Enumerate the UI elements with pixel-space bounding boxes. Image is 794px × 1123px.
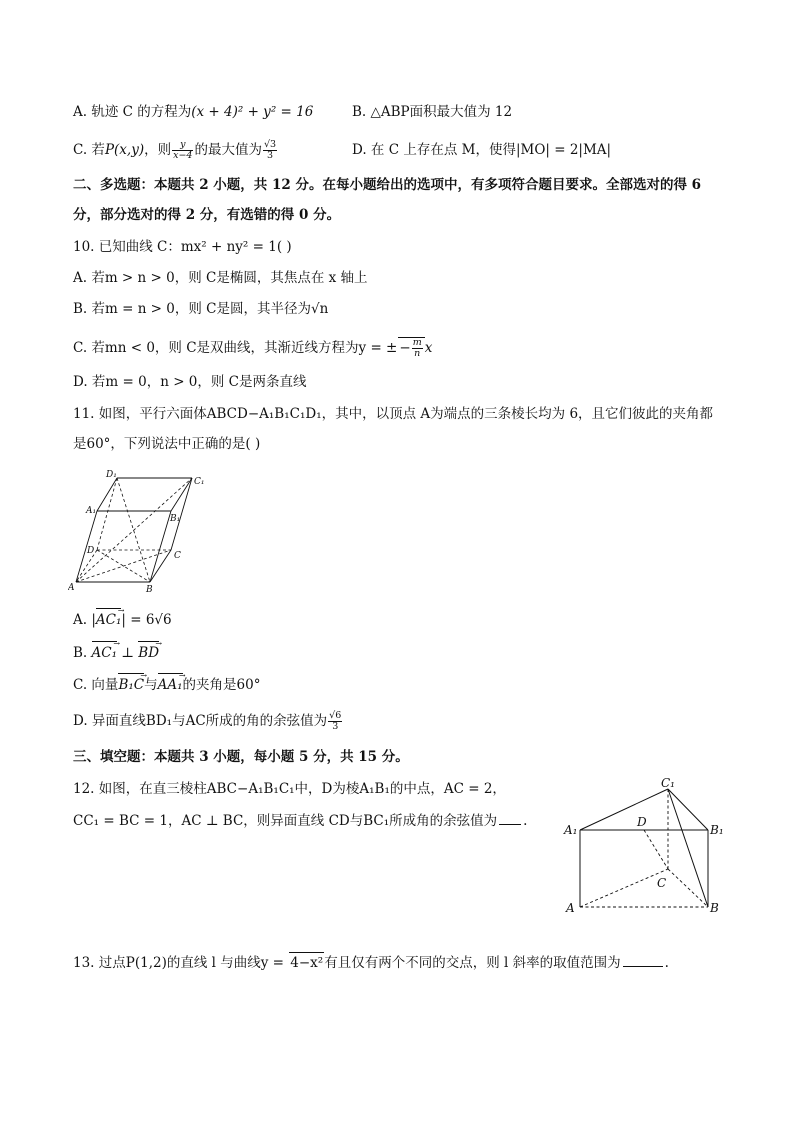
fraction-numerator: m xyxy=(412,337,422,348)
parallelepiped-figure xyxy=(68,466,218,594)
fraction-numerator: √3 xyxy=(263,139,277,150)
label-c1: C₁ xyxy=(661,776,675,790)
q13-post: 有且仅有两个不同的交点，则 l 斜率的取值范围为 xyxy=(324,955,621,971)
q9-option-c-value xyxy=(263,140,277,161)
label-b: B xyxy=(710,901,719,915)
fraction-denominator: x−4 xyxy=(173,150,193,161)
label-b: B xyxy=(146,585,153,594)
q9-option-c xyxy=(73,140,278,161)
q11-option-d xyxy=(73,711,343,732)
q9-option-c-mid: ，则 xyxy=(144,142,172,158)
q13-text xyxy=(73,952,669,973)
q9-option-a xyxy=(73,102,313,122)
q13-pre: 13. 过点P(1,2)的直线 l 与曲线y = xyxy=(73,955,289,971)
fraction-denominator: n xyxy=(414,348,421,359)
perpendicular-sign: ⊥ xyxy=(117,645,139,661)
label-c: C xyxy=(657,876,667,890)
label-d: D xyxy=(87,546,95,556)
answer-blank[interactable] xyxy=(623,966,663,967)
q10-option-c xyxy=(73,337,432,359)
section2-heading-line1: 二、多选题：本题共 2 小题，共 12 分。在每小题给出的选项中，有多项符合题目要求。全部选对的得 6 xyxy=(73,177,702,193)
q9-option-c-label: C. 若 xyxy=(73,142,105,158)
q13-root: 4−x² xyxy=(289,952,324,973)
label-a: A xyxy=(566,901,575,915)
section2-heading-line2: 分，部分选对的得 2 分，有选错的得 0 分。 xyxy=(73,207,341,223)
vector-bd: BD → xyxy=(138,643,159,663)
q11-option-c xyxy=(73,675,260,695)
root-sign: − xyxy=(399,340,411,356)
label-c: C xyxy=(174,551,181,561)
answer-blank[interactable] xyxy=(499,824,521,825)
q10-option-c-root xyxy=(398,337,424,359)
vector-b1c: B₁C → xyxy=(118,675,144,695)
label-d: D xyxy=(637,815,647,829)
q9-option-c-tail: 的最大值为 xyxy=(194,142,262,158)
q11-option-c-pre: C. 向量 xyxy=(73,677,119,693)
q10-option-b: B. 若m = n > 0，则 C是圆，其半径为√n xyxy=(73,301,329,317)
q9-option-b: B. △ABP面积最大值为 12 xyxy=(352,104,513,120)
q13-end: . xyxy=(664,955,669,971)
q10-option-c-x: x xyxy=(424,340,433,356)
q11-option-a-post: | = 6√6 xyxy=(121,612,172,628)
fraction-denominator: 3 xyxy=(332,721,339,732)
fraction-numerator: √6 xyxy=(329,710,342,721)
q12-line2 xyxy=(73,811,527,831)
q11-option-a-pre: A. | xyxy=(73,612,96,628)
fraction-denominator: 3 xyxy=(267,150,274,161)
label-a: A xyxy=(68,583,75,593)
q9-option-a-equation: (x + 4)² + y² = 16 xyxy=(191,104,314,120)
q9-option-c-fraction xyxy=(172,140,193,161)
q12-line2-text: CC₁ = BC = 1，AC ⊥ BC，则异面直线 CD与BC₁所成角的余弦值为 xyxy=(73,813,498,829)
label-d1: D₁ xyxy=(106,470,117,480)
label-a1: A₁ xyxy=(86,506,97,516)
q10-stem: 10. 已知曲线 C：mx² + ny² = 1( ) xyxy=(73,239,292,255)
label-a1: A₁ xyxy=(564,823,578,837)
q11-option-b xyxy=(73,643,159,663)
q11-option-c-mid: 与 xyxy=(144,677,158,693)
prism-figure xyxy=(560,775,730,920)
vector-ac1: AC₁ → xyxy=(96,610,122,630)
q9-option-d: D. 在 C 上存在点 M，使得|MO| = 2|MA| xyxy=(352,142,612,158)
vector-ac1: AC₁ → xyxy=(92,643,118,663)
q11-option-b-pre: B. xyxy=(73,645,92,661)
label-c1: C₁ xyxy=(194,477,205,487)
q10-option-a: A. 若m > n > 0，则 C是椭圆，其焦点在 x 轴上 xyxy=(73,270,368,286)
q9-option-a-label: A. 轨迹 C 的方程为 xyxy=(73,104,192,120)
label-b1: B₁ xyxy=(710,823,724,837)
q11-option-a xyxy=(73,610,172,630)
q12-line2-end: . xyxy=(523,813,528,829)
q10-option-c-text: C. 若mn < 0，则 C是双曲线，其渐近线方程为y = ± xyxy=(73,340,398,356)
label-b1: B₁ xyxy=(170,514,181,524)
q11-option-d-fraction xyxy=(328,711,342,732)
q11-stem-line1: 11. 如图，平行六面体ABCD−A₁B₁C₁D₁，其中，以顶点 A为端点的三条棱长均为 6，且它们彼此的夹角都 xyxy=(73,406,714,422)
q11-option-c-post: 的夹角是60° xyxy=(182,677,261,693)
q11-option-d-pre: D. 异面直线BD₁与AC所成的角的余弦值为 xyxy=(73,713,328,729)
section3-heading: 三、填空题：本题共 3 小题，每小题 5 分，共 15 分。 xyxy=(73,749,409,765)
fraction-numerator: y xyxy=(172,140,193,151)
q12-line1: 12. 如图，在直三棱柱ABC−A₁B₁C₁中，D为棱A₁B₁的中点，AC = 2， xyxy=(73,781,506,797)
q11-stem-line2: 是60°，下列说法中正确的是( ) xyxy=(73,436,261,452)
q9-option-c-point: P(x,y) xyxy=(104,142,145,158)
q10-option-c-fraction xyxy=(412,338,423,359)
q10-option-d: D. 若m = 0，n > 0，则 C是两条直线 xyxy=(73,374,307,390)
vector-aa1: AA₁ → xyxy=(158,675,183,695)
